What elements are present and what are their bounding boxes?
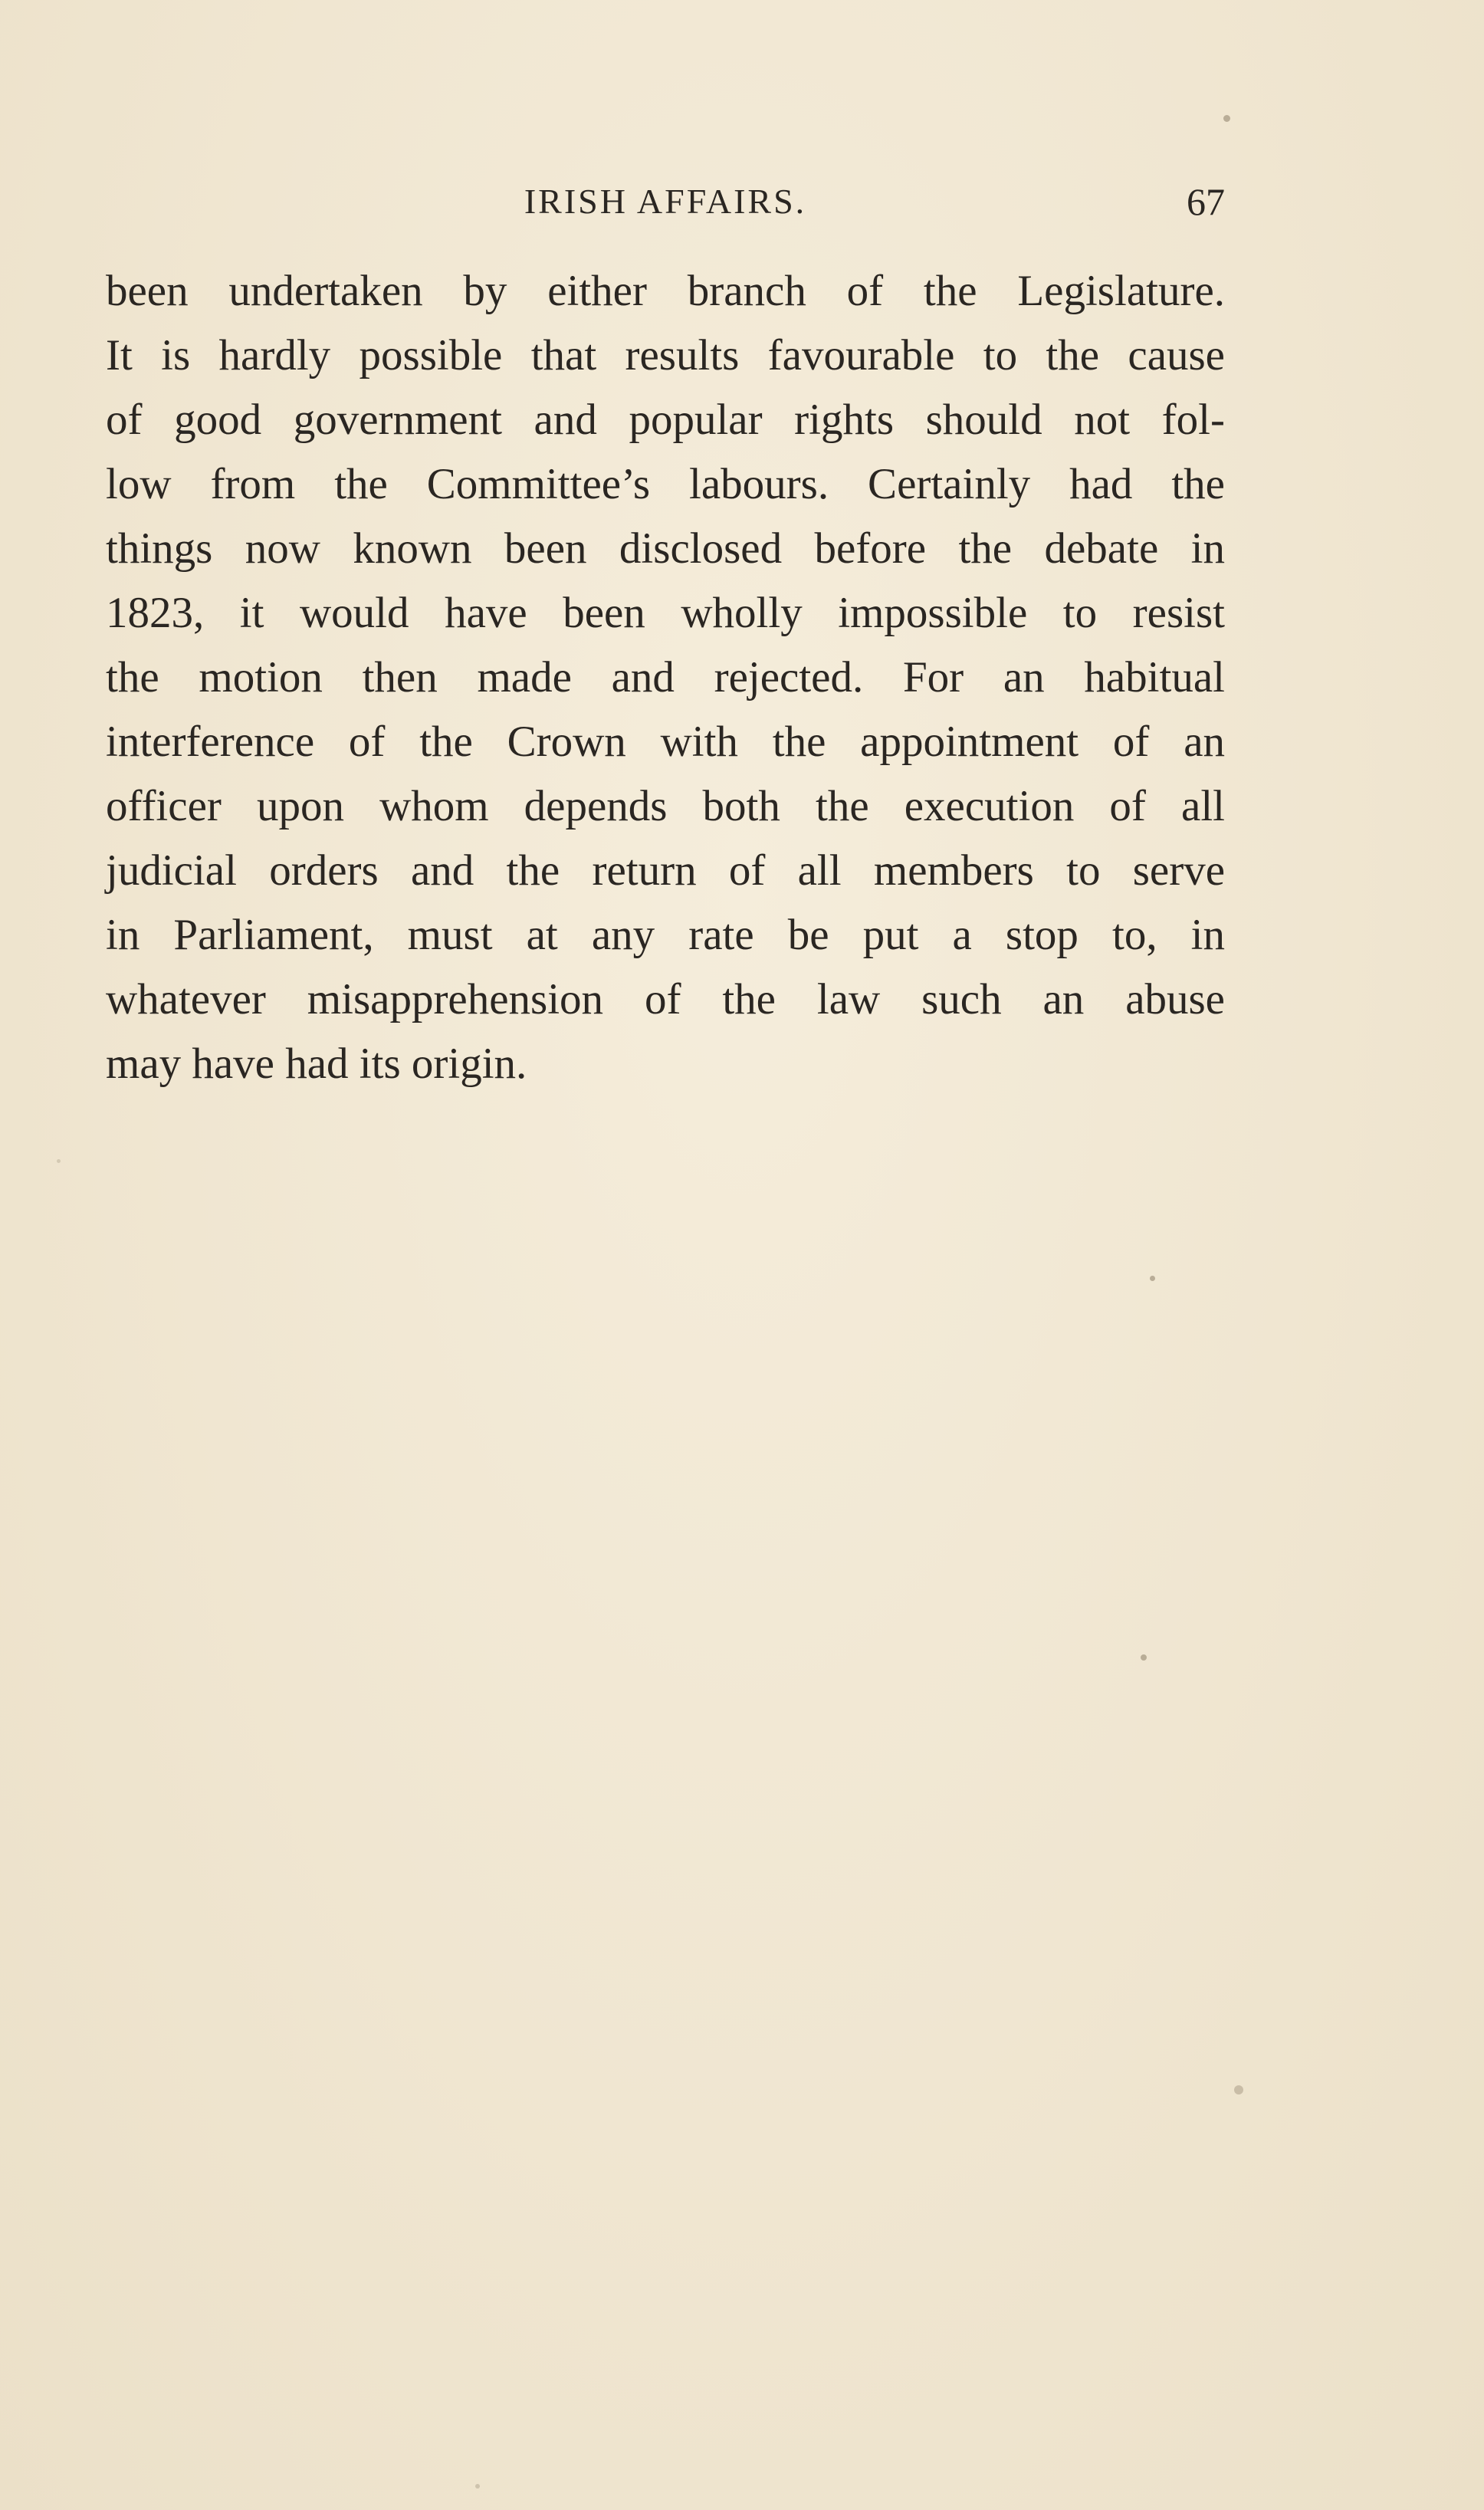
text-line: the motion then made and rejected. For an habitual bbox=[106, 653, 1225, 701]
text-line: whatever misapprehension of the law such an abuse bbox=[106, 975, 1225, 1023]
text-line: of good government and popular rights should not fol- bbox=[106, 396, 1225, 444]
paper-speck bbox=[1234, 2085, 1243, 2094]
page-number: 67 bbox=[1187, 180, 1225, 223]
text-line: in Parliament, must at any rate be put a stop to, in bbox=[106, 911, 1225, 959]
paper-speck bbox=[1150, 1276, 1155, 1281]
text-line: been undertaken by either branch of the Legislature. bbox=[106, 267, 1225, 315]
text-line: interference of the Crown with the appointment of an bbox=[106, 718, 1225, 766]
paper-speck bbox=[57, 1159, 61, 1163]
text-line: 1823, it would have been wholly impossible to resist bbox=[106, 589, 1225, 637]
paper-speck bbox=[1223, 115, 1230, 122]
text-line: may have had its origin. bbox=[106, 1040, 527, 1088]
running-head bbox=[106, 175, 1225, 228]
text-line: It is hardly possible that results favourable to the cause bbox=[106, 331, 1225, 379]
text-line: things now known been disclosed before the debate in bbox=[106, 524, 1225, 573]
paper-speck bbox=[1141, 1654, 1147, 1661]
paper-speck bbox=[475, 2484, 480, 2489]
text-line: officer upon whom depends both the execution of all bbox=[106, 782, 1225, 830]
text-line: low from the Committee’s labours. Certainly had the bbox=[106, 460, 1225, 508]
text-line: judicial orders and the return of all members to serve bbox=[106, 846, 1225, 895]
running-title: IRISH AFFAIRS. bbox=[524, 182, 807, 221]
body-paragraph bbox=[106, 259, 1225, 1096]
